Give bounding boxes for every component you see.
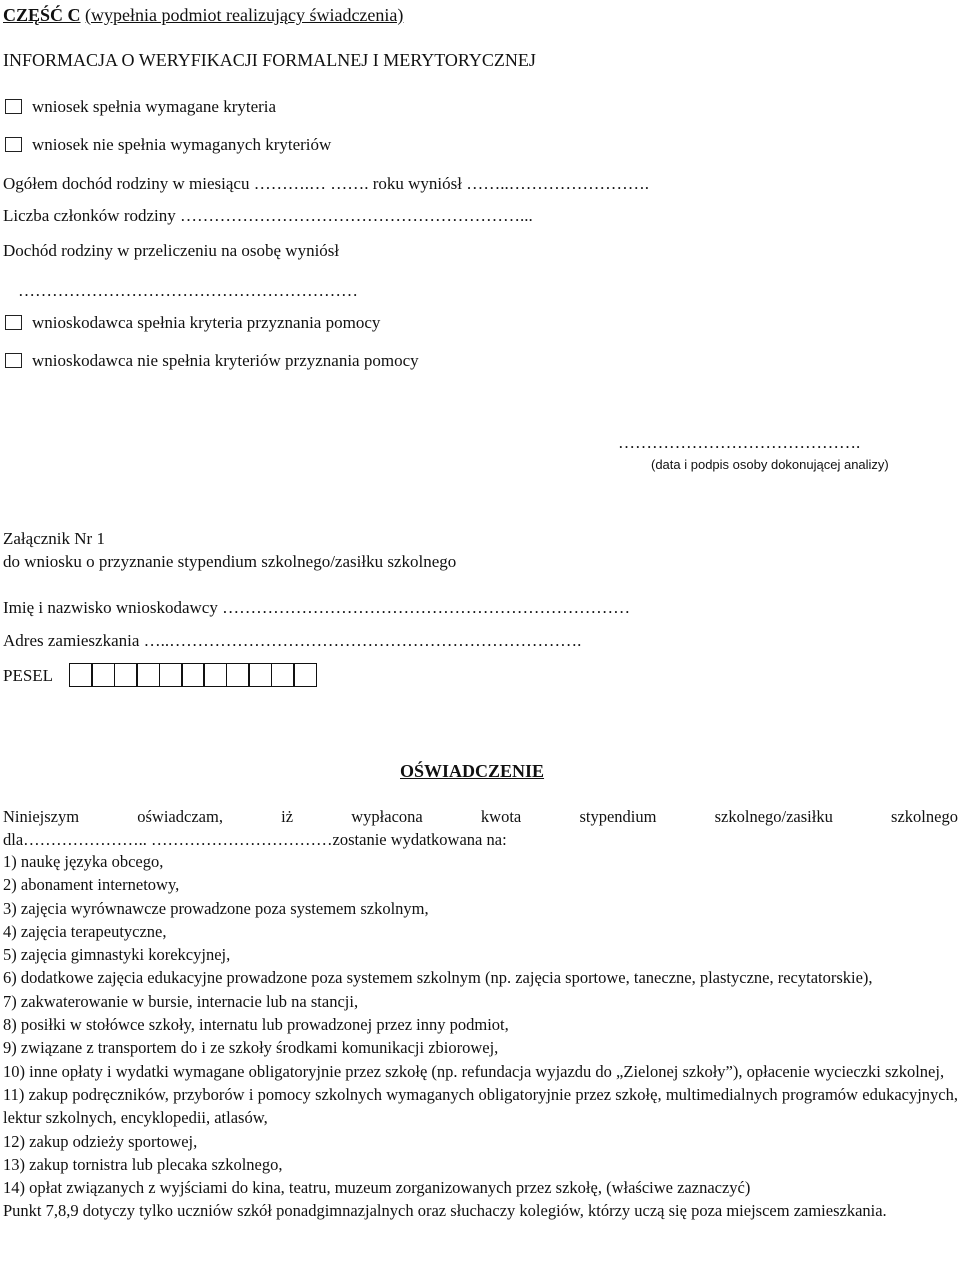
expense-item: 7) zakwaterowanie w bursie, internacie lub na stancji, (3, 991, 359, 1011)
name-dots[interactable]: ……………………………………………………………… (222, 598, 631, 617)
pesel-digit-box[interactable] (69, 663, 93, 687)
pesel-digit-box[interactable] (181, 663, 205, 687)
expense-item: 8) posiłki w stołówce szkoły, internatu lub prowadzonej przez inny podmiot, (3, 1015, 509, 1035)
signature-caption: (data i podpis osoby dokonującej analizy) (651, 457, 889, 472)
intro-word: iż (281, 807, 294, 826)
expense-item: 9) związane z transportem do i ze szkoły środkami komunikacji zbiorowej, (3, 1038, 499, 1058)
per-person-label: Dochód rodziny w przeliczeniu na osobę wyniósł (3, 241, 340, 260)
intro-word: Niniejszym (3, 807, 80, 826)
expense-item: 10) inne opłaty i wydatki wymagane obligatoryjnie przez szkołę (np. refundacja wyjazdu do „Zielonej szkoły”), opłacenie wycieczki szkolnej, (3, 1061, 945, 1081)
name-field (3, 597, 630, 619)
section-title: CZĘŚĆ C (3, 5, 81, 25)
expense-item: 6) dodatkowe zajęcia edukacyjne prowadzone poza systemem szkolnym (np. zajęcia sportowe, taneczne, plastyczne, recytatorskie), (3, 968, 873, 988)
name-label: Imię i nazwisko wnioskodawcy (3, 598, 218, 617)
pesel-digit-box[interactable] (114, 663, 138, 687)
pesel-digit-box[interactable] (248, 663, 272, 687)
expense-item: 12) zakup odzieży sportowej, (3, 1131, 198, 1151)
declaration-title: OŚWIADCZENIE (400, 761, 545, 781)
pesel-digit-box[interactable] (203, 663, 227, 687)
pesel-digit-box[interactable] (91, 663, 115, 687)
address-label: Adres zamieszkania (3, 631, 140, 650)
signature-dots[interactable]: ……………………………………. (618, 433, 861, 452)
criteria-not-met-checkbox[interactable] (5, 137, 22, 152)
expense-item: 2) abonament internetowy, (3, 875, 180, 895)
expense-item: 1) naukę języka obcego, (3, 852, 164, 871)
intro-word: szkolnego (891, 807, 958, 826)
address-field (3, 630, 581, 652)
applicant-meets-label: wnioskodawca spełnia kryteria przyznania pomocy (32, 313, 381, 332)
income-amount-dots[interactable]: ……..……………………. (466, 174, 649, 193)
beneficiary-dots-continued[interactable]: …………………………… (151, 830, 333, 849)
applicant-not-meets-label: wnioskodawca nie spełnia kryteriów przyznania pomocy (32, 351, 419, 370)
attachment-subtitle: do wniosku o przyznanie stypendium szkolnego/zasiłku szkolnego (3, 552, 457, 571)
declaration-note: Punkt 7,8,9 dotyczy tylko uczniów szkół ponadgimnazjalnych oraz słuchaczy kolegiów, którzy uczą się poza miejscem zamieszkania. (3, 1201, 887, 1221)
pesel-digit-box[interactable] (136, 663, 160, 687)
expense-item: 14) opłat związanych z wyjściami do kina, teatru, muzeum zorganizowanych przez szkołę, (właściwe zaznaczyć) (3, 1178, 751, 1198)
intro-word: oświadczam, (137, 807, 223, 826)
address-dots[interactable]: …..………………………………………………………………. (143, 631, 582, 650)
income-line (3, 173, 649, 195)
income-dots[interactable]: ……….… ……. (253, 174, 373, 193)
expense-item: 13) zakup tornistra lub plecaka szkolnego, (3, 1154, 283, 1174)
declaration-intro-line1 (3, 805, 958, 828)
declaration-intro-line2 (3, 828, 507, 851)
pesel-digit-box[interactable] (226, 663, 250, 687)
pesel-digit-box[interactable] (293, 663, 317, 687)
pesel-label: PESEL (3, 666, 54, 685)
criteria-met-checkbox[interactable] (5, 99, 22, 114)
applicant-not-meets-checkbox[interactable] (5, 353, 22, 368)
section-subtitle: (wypełnia podmiot realizujący świadczenia) (85, 5, 404, 25)
intro-word: szkolnego/zasiłku (714, 807, 833, 826)
intro-word: stypendium (579, 807, 657, 826)
pesel-boxes[interactable] (69, 663, 317, 687)
members-dots[interactable]: ……………………………………………………... (180, 206, 533, 225)
beneficiary-dots[interactable]: dla………………….. (3, 830, 152, 849)
intro-word: wypłacona (351, 807, 423, 826)
expense-item: 4) zajęcia terapeutyczne, (3, 921, 167, 941)
income-label: Ogółem dochód rodziny w miesiącu (3, 174, 250, 193)
attachment-number: Załącznik Nr 1 (3, 529, 105, 548)
income-year-label: roku wyniósł (372, 174, 462, 193)
expense-item: 5) zajęcia gimnastyki korekcyjnej, (3, 945, 231, 965)
per-person-dots[interactable]: …………………………………………………… (18, 281, 358, 300)
members-line (3, 205, 533, 227)
verification-heading: INFORMACJA O WERYFIKACJI FORMALNEJ I MERYTORYCZNEJ (3, 50, 536, 70)
criteria-not-met-label: wniosek nie spełnia wymaganych kryteriów (32, 135, 332, 154)
expense-item: 11) zakup podręczników, przyborów i pomocy szkolnych wymaganych obligatoryjnie przez szkołę, multimedialnych programów edukacyjnych, lektur szkolnych, encyklopedii, atlasów, (3, 1084, 958, 1128)
members-label: Liczba członków rodziny (3, 206, 176, 225)
criteria-met-label: wniosek spełnia wymagane kryteria (32, 97, 277, 116)
pesel-digit-box[interactable] (159, 663, 183, 687)
section-header (3, 4, 403, 26)
applicant-meets-checkbox[interactable] (5, 315, 22, 330)
intro-word: kwota (480, 807, 522, 826)
expense-list (3, 850, 958, 1223)
pesel-digit-box[interactable] (271, 663, 295, 687)
intro-ending: zostanie wydatkowana na: (332, 830, 507, 849)
expense-item: 3) zajęcia wyrównawcze prowadzone poza systemem szkolnym, (3, 898, 429, 918)
